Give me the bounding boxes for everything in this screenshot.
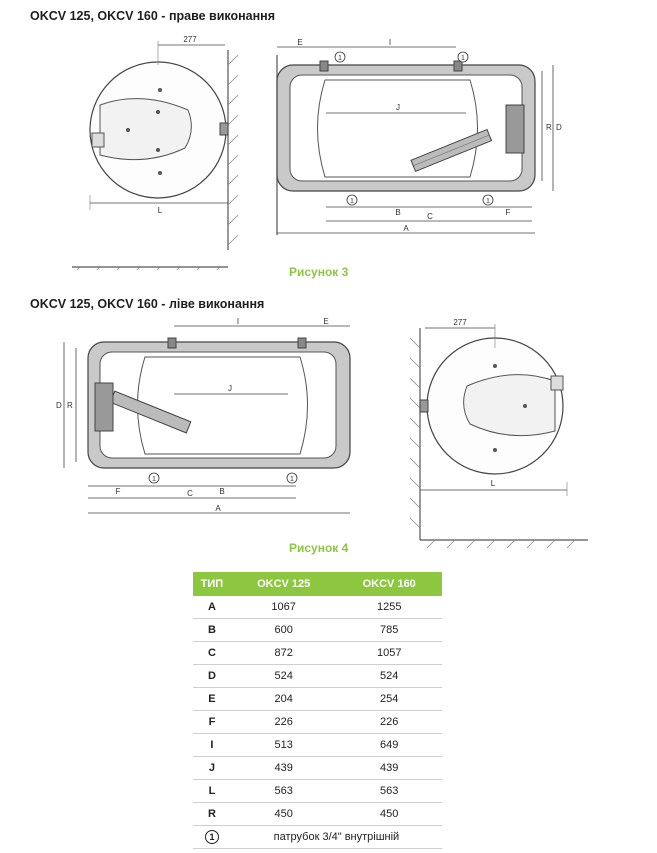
dim-b-left: B bbox=[219, 487, 225, 496]
marker-1-b: 1 bbox=[461, 55, 465, 62]
dim-b: B bbox=[395, 208, 401, 217]
dim-277-left: 277 bbox=[453, 318, 467, 327]
figure-4-title: OKCV 125, OKCV 160 - ліве виконання bbox=[30, 297, 265, 311]
figure-4-front-view bbox=[50, 318, 360, 523]
dim-i-left: I bbox=[236, 318, 240, 326]
dim-277: 277 bbox=[183, 35, 197, 44]
dim-d: D bbox=[556, 123, 562, 132]
table-row bbox=[193, 642, 442, 665]
dim-j-left: J bbox=[228, 384, 232, 393]
row-value-125: 439 bbox=[231, 757, 337, 780]
table-row bbox=[193, 711, 442, 734]
header-type: ТИП bbox=[193, 572, 231, 596]
row-value-125: 1067 bbox=[231, 596, 337, 619]
table-row bbox=[193, 688, 442, 711]
row-value-125: 450 bbox=[231, 803, 337, 826]
dim-a-left: A bbox=[215, 504, 221, 513]
front-view-left-drawing bbox=[50, 318, 360, 523]
footnote-symbol-cell bbox=[193, 826, 231, 849]
row-value-160: 1057 bbox=[336, 642, 442, 665]
figure-3-side-view bbox=[70, 35, 250, 270]
dim-i: I bbox=[388, 38, 392, 47]
row-value-160: 1255 bbox=[336, 596, 442, 619]
row-key: L bbox=[193, 780, 231, 803]
figure-3-front-view bbox=[270, 35, 570, 240]
dim-d-left: D bbox=[56, 401, 62, 410]
row-value-160: 226 bbox=[336, 711, 442, 734]
dim-e-left: E bbox=[323, 318, 329, 326]
footnote-marker-icon: 1 bbox=[205, 830, 219, 844]
marker-1-f: 1 bbox=[290, 476, 294, 483]
row-value-160: 254 bbox=[336, 688, 442, 711]
marker-1-c: 1 bbox=[350, 198, 354, 205]
figure-3-caption: Рисунок 3 bbox=[289, 265, 349, 279]
row-value-160: 450 bbox=[336, 803, 442, 826]
row-value-125: 226 bbox=[231, 711, 337, 734]
marker-1-e: 1 bbox=[152, 476, 156, 483]
row-value-125: 563 bbox=[231, 780, 337, 803]
table-row bbox=[193, 596, 442, 619]
row-key: I bbox=[193, 734, 231, 757]
row-key: F bbox=[193, 711, 231, 734]
row-key: R bbox=[193, 803, 231, 826]
dimensions-table bbox=[193, 572, 442, 849]
table-row bbox=[193, 757, 442, 780]
row-value-125: 600 bbox=[231, 619, 337, 642]
row-value-125: 872 bbox=[231, 642, 337, 665]
dim-j: J bbox=[396, 103, 400, 112]
table-footnote-row bbox=[193, 826, 442, 849]
side-view-drawing bbox=[70, 35, 250, 270]
table-row bbox=[193, 734, 442, 757]
marker-1-d: 1 bbox=[486, 198, 490, 205]
dim-l: L bbox=[157, 206, 163, 215]
row-key: B bbox=[193, 619, 231, 642]
table-row bbox=[193, 780, 442, 803]
dim-l-left: L bbox=[490, 479, 496, 488]
header-okcv160: OKCV 160 bbox=[336, 572, 442, 596]
table-row bbox=[193, 619, 442, 642]
table-row bbox=[193, 803, 442, 826]
row-value-125: 513 bbox=[231, 734, 337, 757]
dim-a: A bbox=[403, 224, 409, 233]
row-value-160: 439 bbox=[336, 757, 442, 780]
row-key: J bbox=[193, 757, 231, 780]
row-key: A bbox=[193, 596, 231, 619]
figure-4-caption: Рисунок 4 bbox=[289, 541, 349, 555]
header-okcv125: OKCV 125 bbox=[231, 572, 337, 596]
row-value-160: 649 bbox=[336, 734, 442, 757]
row-key: C bbox=[193, 642, 231, 665]
marker-1-a: 1 bbox=[338, 55, 342, 62]
dim-c-left: C bbox=[187, 489, 193, 498]
figure-4-side-view bbox=[405, 318, 590, 558]
table-header-row bbox=[193, 572, 442, 596]
dim-r: R bbox=[546, 123, 552, 132]
dim-c: C bbox=[427, 212, 433, 221]
side-view-left-drawing bbox=[405, 318, 590, 558]
row-value-160: 524 bbox=[336, 665, 442, 688]
dim-r-left: R bbox=[67, 401, 73, 410]
figure-3-title: OKCV 125, OKCV 160 - праве виконання bbox=[30, 9, 276, 23]
dim-f-left: F bbox=[115, 487, 121, 496]
row-value-160: 563 bbox=[336, 780, 442, 803]
row-value-125: 524 bbox=[231, 665, 337, 688]
row-key: E bbox=[193, 688, 231, 711]
row-key: D bbox=[193, 665, 231, 688]
dim-e: E bbox=[297, 38, 303, 47]
row-value-160: 785 bbox=[336, 619, 442, 642]
footnote-text: патрубок 3/4" внутрішній bbox=[231, 826, 442, 849]
front-view-drawing bbox=[270, 35, 570, 240]
table-row bbox=[193, 665, 442, 688]
dim-f: F bbox=[505, 208, 511, 217]
row-value-125: 204 bbox=[231, 688, 337, 711]
